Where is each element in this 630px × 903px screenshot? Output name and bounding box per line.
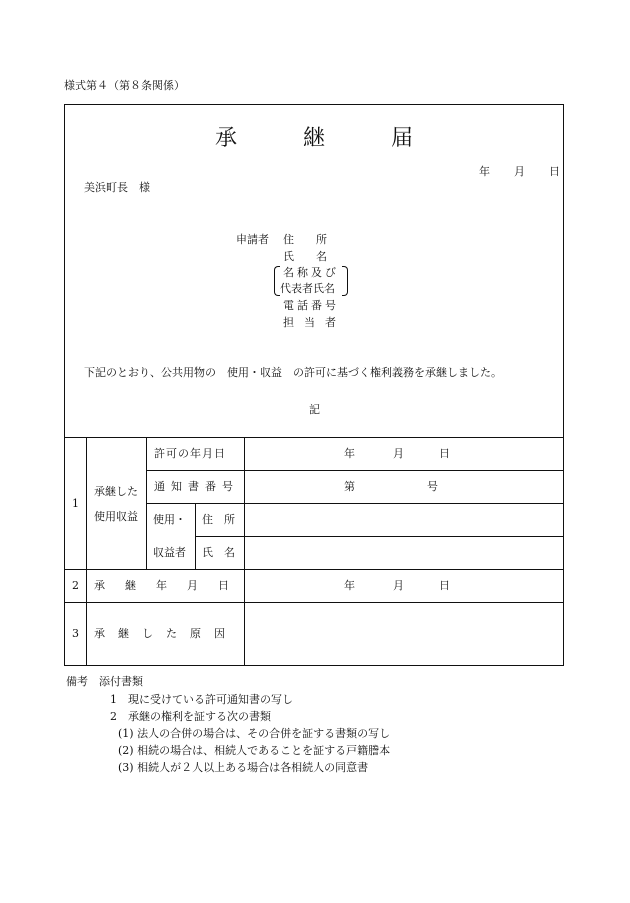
applicant-label: 申請者 — [236, 233, 269, 246]
notice-no-suffix: 号 — [427, 480, 438, 493]
user-name-label: 氏 名 — [202, 546, 235, 559]
notes-heading: 備考 添付書類 — [66, 675, 143, 688]
notes-sub-1: (1) 法人の合併の場合は、その合併を証する書類の写し — [118, 727, 391, 740]
permit-date-year: 年 — [344, 447, 355, 460]
user-address-label: 住 所 — [202, 513, 235, 526]
notice-no-label: 通知書番号 — [154, 480, 239, 493]
date-month: 月 — [514, 165, 525, 178]
permit-date-label: 許可の年月日 — [154, 447, 226, 460]
row-line-1 — [146, 470, 564, 471]
applicant-corp-line2: 代表者氏名 — [280, 282, 335, 295]
succession-date-day: 日 — [439, 579, 450, 592]
row-line-5 — [64, 602, 564, 603]
date-year: 年 — [479, 165, 490, 178]
user-label-line1: 使用・ — [153, 513, 186, 526]
permit-date-month: 月 — [393, 447, 404, 460]
bracket-right — [342, 266, 348, 296]
statement: 下記のとおり、公共用物の 使用・収益 の許可に基づく権利義務を承継しました。 — [84, 366, 502, 379]
applicant-name-label: 氏 名 — [283, 250, 327, 263]
applicant-address-label: 住 所 — [283, 233, 327, 246]
col-line-no — [86, 437, 87, 666]
form-number: 様式第４（第８条関係） — [64, 79, 185, 92]
notes-sub-3: (3) 相続人が２人以上ある場合は各相続人の同意書 — [118, 761, 369, 774]
title-char-2: 継 — [303, 126, 326, 151]
row3-label: 承継した原因 — [94, 627, 238, 640]
ki-label: 記 — [309, 403, 320, 416]
row1-number: 1 — [72, 497, 79, 510]
row-line-4 — [64, 569, 564, 570]
addressee: 美浜町長 様 — [84, 181, 150, 194]
title-char-1: 承 — [215, 126, 238, 151]
succession-date-year: 年 — [344, 579, 355, 592]
succession-date-month: 月 — [393, 579, 404, 592]
table-top-line — [64, 437, 564, 438]
user-label-line2: 収益者 — [153, 546, 186, 559]
title-char-3: 届 — [391, 126, 414, 151]
date-day: 日 — [549, 165, 560, 178]
row1-label-line2: 使用収益 — [94, 510, 138, 523]
row-line-3 — [195, 536, 564, 537]
notes-item-1: 1 現に受けている許可通知書の写し — [110, 693, 293, 706]
col-line-value — [244, 437, 245, 666]
col-line-sub — [195, 503, 196, 569]
row2-label: 承継年月日 — [94, 579, 249, 592]
permit-date-day: 日 — [439, 447, 450, 460]
col-line-label — [146, 437, 147, 569]
row2-number: 2 — [72, 579, 79, 592]
row1-label-line1: 承継した — [94, 485, 138, 498]
applicant-phone-label: 電話番号 — [283, 299, 339, 312]
row3-number: 3 — [72, 627, 79, 640]
row-line-2 — [146, 503, 564, 504]
notes-sub-2: (2) 相続の場合は、相続人であることを証する戸籍謄本 — [118, 744, 391, 757]
notice-no-prefix: 第 — [344, 480, 355, 493]
applicant-corp-line1: 名称及び — [283, 266, 339, 279]
applicant-contact-label: 担当者 — [283, 316, 346, 329]
notes-item-2: 2 承継の権利を証する次の書類 — [110, 710, 271, 723]
